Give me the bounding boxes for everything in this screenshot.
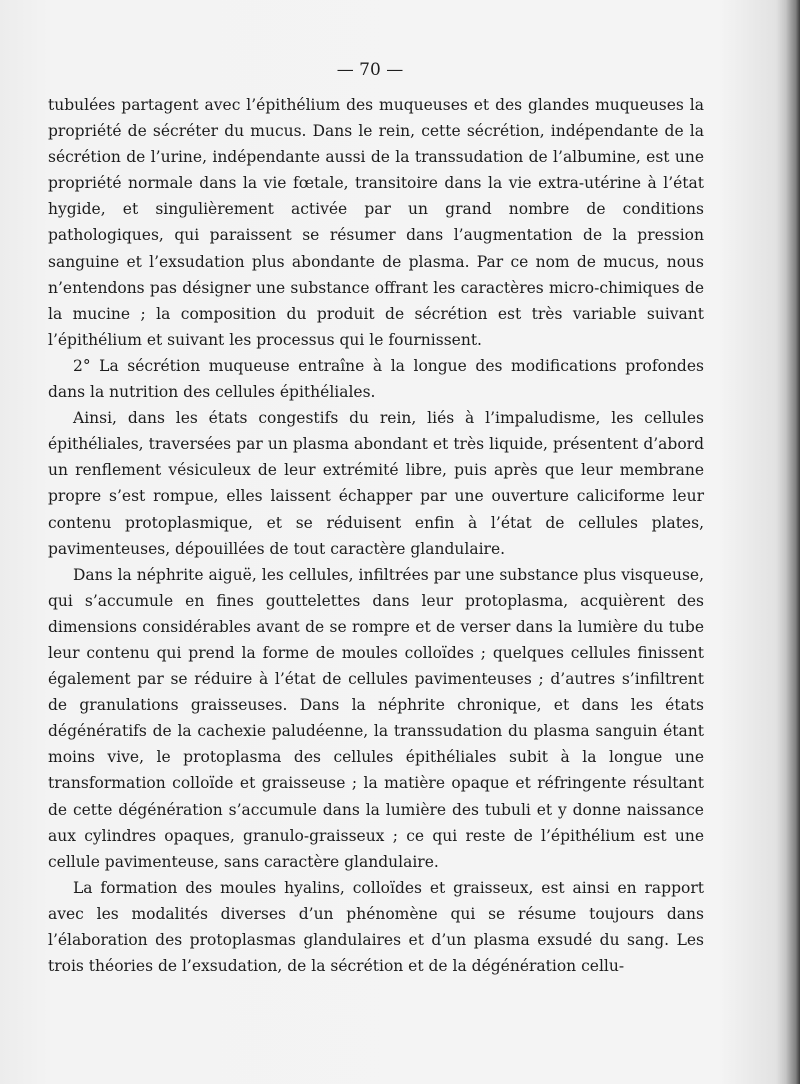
paragraph: La formation des moules hyalins, colloïdes et graisseux, est ainsi en rapport avec les modalités diverses d’un phénomène qui se résume toujours dans l’élaboration des protoplasmas glandulaires et d’un plasma exsudé du sang. Les trois théories de l’exsudation, de la sécrétion et de la dégénération cellu- — [48, 878, 704, 976]
paragraph: 2° La sécrétion muqueuse entraîne à la longue des modifications profondes dans la nutrition des cellules épithéliales. — [48, 356, 704, 402]
paragraph: Ainsi, dans les états congestifs du rein, liés à l’impaludisme, les cellules épithéliales, traversées par un plasma abondant et très liquide, présentent d’abord un renflement vésiculeux de leur extrémité libre, puis après que leur membrane propre s’est rompue, elles laissent échapper par une ouverture caliciforme leur contenu protoplasmique, et se réduisent enfin à l’état de cellules plates, pavimenteuses, dépouillées de tout caractère glandulaire. — [48, 409, 704, 558]
body-text — [48, 92, 704, 979]
page-number: — 70 — — [336, 60, 404, 80]
paragraph: tubulées partagent avec l’épithélium des muqueuses et des glandes muqueuses la propriété de sécréter du mucus. Dans le rein, cette sécrétion, indépendante de la sécrétion de l’urine, indépendante aussi de la transsudation de l’albumine, est une propriété normale dans la vie fœtale, transitoire dans la vie extra-utérine à l’état hygide, et singulièrement activée par un grand nombre de conditions pathologiques, qui paraissent se résumer dans l’augmentation de la pression sanguine et l’exsudation plus abondante de plasma. Par ce nom de mucus, nous n’entendons pas désigner une substance offrant les caractères micro-chimiques de la mucine ; la composition du produit de sécrétion est très variable suivant l’épithélium et suivant les processus qui le fournissent. — [48, 96, 704, 349]
page-edge-shadow — [786, 0, 800, 1084]
paragraph: Dans la néphrite aiguë, les cellules, infiltrées par une substance plus visqueuse, qui s’accumule en fines gouttelettes dans leur protoplasma, acquièrent des dimensions considérables avant de se rompre et de verser dans la lumière du tube leur contenu qui prend la forme de moules colloïdes ; quelques cellules finissent également par se réduire à l’état de cellules pavimenteuses ; d’autres s’infiltrent de granulations graisseuses. Dans la néphrite chronique, et dans les états dégénératifs de la cachexie paludéenne, la transsudation du plasma sanguin étant moins vive, le protoplasma des cellules épithéliales subit à la longue une transformation colloïde et graisseuse ; la matière opaque et réfringente résultant de cette dégénération s’accumule dans la lumière des tubuli et y donne naissance aux cylindres opaques, granulo-graisseux ; ce qui reste de l’épithélium est une cellule pavimenteuse, sans caractère glandulaire. — [48, 565, 704, 871]
